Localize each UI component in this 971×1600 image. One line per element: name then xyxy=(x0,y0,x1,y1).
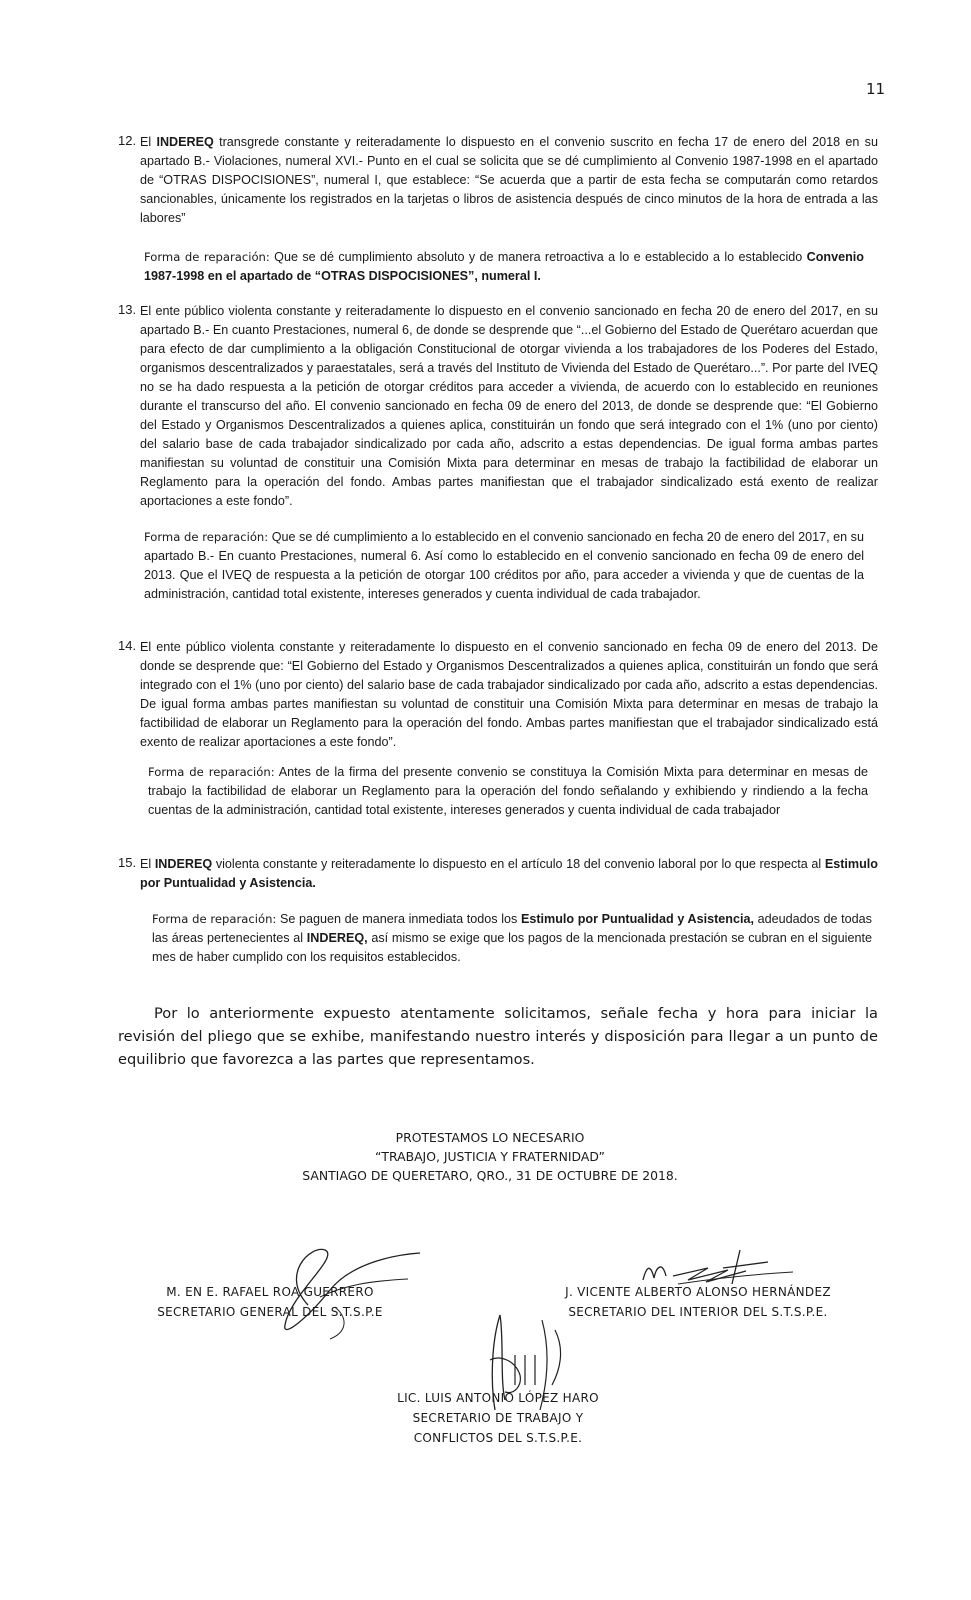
repair-label: Forma de reparación: xyxy=(144,530,269,544)
repair-text: Se paguen de manera inmediata todos los xyxy=(276,912,521,926)
signer-rafael-roa xyxy=(140,1282,400,1322)
item-text xyxy=(140,133,878,228)
item-number: 12. xyxy=(118,133,137,148)
repair-15 xyxy=(152,910,872,967)
repair-label: Forma de reparación: xyxy=(144,250,270,264)
text-bold-segment: INDEREQ xyxy=(154,857,213,871)
item-13 xyxy=(118,302,878,511)
signer-luis-lopez xyxy=(378,1388,618,1448)
signer-title-line-2: CONFLICTOS DEL S.T.S.P.E. xyxy=(413,1431,583,1445)
text-segment: transgrede constante y reiteradamente lo dispuesto en el convenio suscrito en fecha 17 de enero del 2018 en su apartado B.- Violaciones, numeral XVI.- Punto en el cual se solicita que se dé cumplimiento al Convenio 1987-1998 en el apartado de “OTRAS DISPOCISIONES”, numeral I, que establece: “Se acuerda que a partir de esta fecha se computarán como retardos sancionables, únicamente los registrados en la tarjetas o libros de asistencia después de cinco minutos de la hora de entrada a las labores” xyxy=(140,135,878,225)
signer-vicente-alonso xyxy=(548,1282,848,1322)
repair-13 xyxy=(144,528,864,604)
text-segment: El xyxy=(140,135,157,149)
item-text: El ente público violenta constante y reiteradamente lo dispuesto en el convenio sancionado en fecha 09 de enero del 2013. De donde se desprende que: “El Gobierno del Estado y Organismos Descentralizados a quienes aplica, constituirán un fondo que será integrado con el 1% (uno por ciento) del salario base de cada trabajador sindicalizado por cada año, adscrito a estas dependencias. De igual forma ambas partes manifiestan su voluntad de constituir una Comisión Mixta para determinar en mesas de trabajo la factibilidad de elaborar un Reglamento para la operación del fondo. Ambas partes manifiestan que el trabajador sindicalizado está exento de realizar aportaciones a este fondo”. xyxy=(140,640,878,749)
signer-title: SECRETARIO DE TRABAJO Y xyxy=(412,1411,584,1425)
text-segment: El xyxy=(140,857,155,871)
protest-line-1: PROTESTAMOS LO NECESARIO xyxy=(395,1130,585,1145)
repair-bold-text: Estimulo por Puntualidad y Asistencia, xyxy=(520,912,754,926)
item-12 xyxy=(118,133,878,228)
protest-line-2: “TRABAJO, JUSTICIA Y FRATERNIDAD” xyxy=(375,1149,605,1164)
signer-name: LIC. LUIS ANTONIO LÓPEZ HARO xyxy=(397,1391,599,1405)
repair-12 xyxy=(144,248,864,286)
signer-title: SECRETARIO DEL INTERIOR DEL S.T.S.P.E. xyxy=(568,1305,828,1319)
item-14 xyxy=(118,638,878,752)
text-bold-segment: INDEREQ xyxy=(156,135,214,149)
item-number: 13. xyxy=(118,302,137,317)
protest-line-3: SANTIAGO DE QUERETARO, QRO., 31 DE OCTUBRE DE 2018. xyxy=(302,1168,678,1183)
signer-name: J. VICENTE ALBERTO ALONSO HERNÁNDEZ xyxy=(565,1285,831,1299)
item-number: 15. xyxy=(118,855,137,870)
repair-text: Antes de la firma del presente convenio se constituya la Comisión Mixta para determinar en mesas de trabajo la factibilidad de elaborar un Reglamento para la operación del fondo señalando y exhibiendo y rindiendo a la fecha cuentas de la administración, cantidad total existente, intereses generados y cuenta individual de cada trabajador xyxy=(148,765,868,817)
repair-text: Que se dé cumplimiento a lo establecido en el convenio sancionado en fecha 20 de enero del 2017, en su apartado B.- En cuanto Prestaciones, numeral 6. Así como lo establecido en el convenio sancionado en fecha 09 de enero del 2013. Que el IVEQ de respuesta a la petición de otorgar 100 créditos por año, para acceder a vivienda y que de cuentas de la administración, cantidad total existente, intereses generados y cuenta individual de cada trabajador. xyxy=(144,530,864,601)
repair-label: Forma de reparación: xyxy=(152,912,277,926)
repair-text: Que se dé cumplimiento absoluto y de manera retroactiva a lo e establecido a lo establecido xyxy=(269,250,807,264)
item-number: 14. xyxy=(118,638,137,653)
signer-title: SECRETARIO GENERAL DEL S.T.S.P.E xyxy=(157,1305,383,1319)
repair-text: así mismo se exige que los pagos de la mencionada prestación se cubran en el siguiente mes de haber cumplido con los requisitos establecidos. xyxy=(152,931,872,964)
item-text xyxy=(140,855,878,893)
item-15 xyxy=(118,855,878,893)
item-text: El ente público violenta constante y reiteradamente lo dispuesto en el convenio sancionado en fecha 20 de enero del 2017, en su apartado B.- En cuanto Prestaciones, numeral 6, de donde se desprende que “...el Gobierno del Estado de Querétaro acuerdan que para efecto de dar cumplimiento a la obligación Constitucional de otorgar vivienda a los trabajadores de los Poderes del Estado, organismos descentralizados y paraestatales, será a través del Instituto de Vivienda del Estado de Querétaro...”. Por parte del IVEQ no se ha dado respuesta a la petición de otorgar créditos para acceder a vivienda, de acuerdo con lo establecido en reuniones durante el transcurso del año. El convenio sancionado en fecha 09 de enero del 2013, de donde se desprende que: “El Gobierno del Estado y Organismos Descentralizados a quienes aplica, constituirán un fondo que será integrado con el 1% (uno por ciento) del salario base de cada trabajador sindicalizado por cada año, adscrito a estas dependencias. De igual forma ambas partes manifiestan su voluntad de constituir una Comisión Mixta para determinar en mesas de trabajo la factibilidad de elaborar un Reglamento para la operación del fondo. Ambas partes manifiestan que el trabajador sindicalizado está exento de realizar aportaciones a este fondo”. xyxy=(140,304,878,508)
repair-bold-text: Convenio 1987-1998 en el apartado de “OTRAS DISPOCISIONES”, numeral I. xyxy=(144,250,864,283)
closing-paragraph: Por lo anteriormente expuesto atentamente solicitamos, señale fecha y hora para iniciar la revisión del pliego que se exhibe, manifestando nuestro interés y disposición para llegar a un punto de equilibrio que favorezca a las partes que representamos. xyxy=(118,1005,878,1068)
repair-label: Forma de reparación: xyxy=(148,765,275,779)
page-number: 11 xyxy=(866,80,886,98)
repair-text: adeudados de todas las áreas pertenecientes al xyxy=(152,912,872,945)
repair-bold-text: INDEREQ, xyxy=(306,931,368,945)
repair-14 xyxy=(148,763,868,820)
text-segment: violenta constante y reiteradamente lo dispuesto en el artículo 18 del convenio laboral por lo que respecta al xyxy=(212,857,825,871)
text-bold-segment: Estimulo por Puntualidad y Asistencia. xyxy=(140,857,878,890)
signer-name: M. EN E. RAFAEL ROA GUERRERO xyxy=(166,1285,374,1299)
